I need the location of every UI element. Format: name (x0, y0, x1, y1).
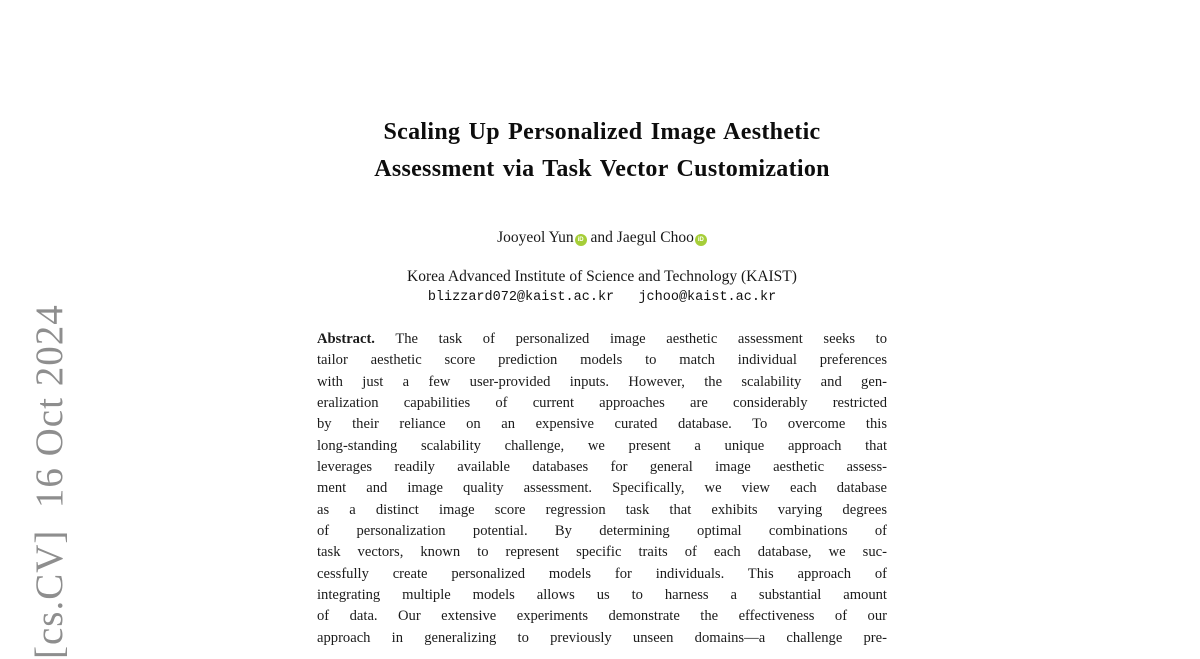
abstract-text: The task of personalized image aesthetic assessment seeks to (395, 331, 887, 347)
authors-line (312, 229, 892, 247)
abstract-section (317, 329, 887, 649)
arxiv-watermark: [cs.CV] 16 Oct 2024 (28, 304, 71, 659)
affiliation: Korea Advanced Institute of Science and Technology (KAIST) (407, 268, 797, 285)
abstract-line: by their reliance on an expensive curated database. To overcome this (317, 416, 887, 433)
abstract-line: tailor aesthetic score prediction models to match individual preferences (317, 352, 887, 369)
abstract-line: leverages readily available databases for general image aesthetic assess- (317, 459, 887, 476)
paper-title-line1: Scaling Up Personalized Image Aesthetic (383, 119, 821, 145)
orcid-icon[interactable]: iD (575, 234, 587, 246)
abstract-line: approach in generalizing to previously unseen domains—a challenge pre- (317, 629, 887, 646)
paper-title-line2: Assessment via Task Vector Customization (374, 155, 830, 182)
paper-content (312, 0, 892, 649)
author-name-first: Jooyeol Yun (497, 229, 574, 246)
abstract-line: with just a few user-provided inputs. However, the scalability and gen- (317, 373, 887, 390)
authors-separator: and (586, 229, 617, 246)
abstract-line: ment and image quality assessment. Specifically, we view each database (317, 480, 887, 497)
abstract-label: Abstract. (317, 331, 375, 347)
abstract-line: task vectors, known to represent specific traits of each database, we suc- (317, 544, 887, 561)
abstract-line: cessfully create personalized models for individuals. This approach of (317, 565, 887, 582)
abstract-line: as a distinct image score regression task that exhibits varying degrees (317, 501, 887, 518)
author-emails: blizzard072@kaist.ac.kr jchoo@kaist.ac.kr (427, 290, 777, 305)
abstract-line (317, 329, 887, 350)
abstract-line: of personalization potential. By determining optimal combinations of (317, 523, 887, 540)
abstract-line: long-standing scalability challenge, we present a unique approach that (317, 437, 887, 454)
paper-title (312, 114, 892, 187)
abstract-line: integrating multiple models allows us to harness a substantial amount (317, 587, 887, 604)
author-name-second: Jaegul Choo (616, 229, 694, 246)
orcid-icon[interactable]: iD (695, 234, 707, 246)
abstract-line: of data. Our extensive experiments demonstrate the effectiveness of our (317, 608, 887, 625)
abstract-line: eralization capabilities of current approaches are considerably restricted (317, 395, 887, 412)
